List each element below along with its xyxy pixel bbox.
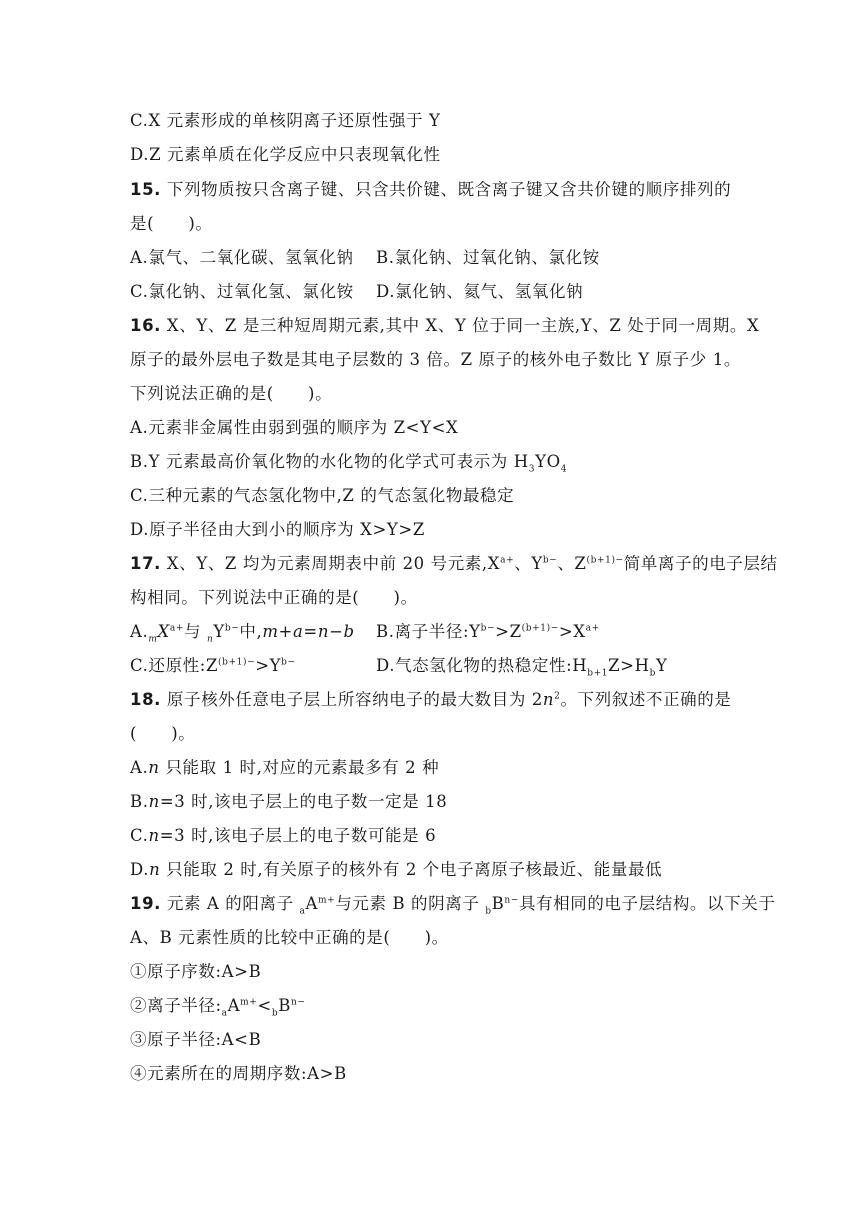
option-text: Y bbox=[655, 656, 668, 675]
option-text: 只能取 2 时,有关原子的核外有 2 个电子离原子核最近、能量最低 bbox=[160, 860, 663, 879]
question-19-stem bbox=[130, 894, 776, 917]
question-19-item-3: ③原子半径:A<B bbox=[130, 1030, 262, 1049]
question-text: X、Y、Z 是三种短周期元素,其中 X、Y 位于同一主族,Y、Z 处于同一周期。X bbox=[161, 316, 760, 335]
question-15-option-d: D.氯化钠、氦气、氢氧化钠 bbox=[376, 282, 584, 301]
question-text: X、Y、Z 均为元素周期表中前 20 号元素,X bbox=[161, 554, 501, 573]
question-15-option-a: A.氯气、二氧化碳、氢氧化钠 bbox=[130, 248, 354, 267]
question-16-stem bbox=[130, 316, 759, 336]
superscript: (b+1)− bbox=[521, 623, 559, 634]
question-number: 16. bbox=[130, 316, 162, 335]
option-text: D.气态氢化物的热稳定性:H bbox=[376, 656, 588, 675]
question-16-stem-cont2: 下列说法正确的是( )。 bbox=[130, 384, 333, 403]
question-number: 15. bbox=[130, 180, 162, 199]
option-text: =3 时,该电子层上的电子数可能是 6 bbox=[159, 826, 437, 845]
item-text: B bbox=[278, 996, 291, 1015]
question-number: 17. bbox=[130, 554, 162, 573]
question-text: 。下列叙述不正确的是 bbox=[560, 690, 732, 709]
variable: n bbox=[148, 758, 160, 777]
item-text: A bbox=[227, 996, 241, 1015]
question-16-option-b bbox=[130, 452, 568, 475]
question-text: 、Y bbox=[514, 554, 543, 573]
option-text: 只能取 1 时,对应的元素最多有 2 种 bbox=[159, 758, 440, 777]
question-17-stem bbox=[130, 554, 778, 574]
question-17-stem-cont: 构相同。下列说法中正确的是( )。 bbox=[130, 588, 418, 607]
question-text: 、Z bbox=[557, 554, 587, 573]
subscript: b bbox=[649, 668, 656, 679]
option-d-line: D.Z 元素单质在化学反应中只表现氧化性 bbox=[130, 145, 441, 164]
option-text: A. bbox=[130, 758, 149, 777]
subscript: b+1 bbox=[587, 668, 609, 679]
option-text: Y bbox=[213, 622, 225, 641]
subscript: n bbox=[206, 634, 214, 645]
question-text: 原子核外任意电子层上所容纳电子的最大数目为 2 bbox=[161, 690, 543, 709]
question-17-option-c bbox=[130, 656, 296, 676]
question-16-option-c: C.三种元素的气态氢化物中,Z 的气态氢化物最稳定 bbox=[130, 486, 515, 505]
option-text: C. bbox=[130, 826, 149, 845]
question-15-stem-cont: 是( )。 bbox=[130, 214, 213, 233]
variable: n bbox=[542, 690, 555, 709]
question-17-option-b bbox=[376, 622, 600, 642]
subscript: 4 bbox=[560, 464, 568, 475]
question-text: 具有相同的电子层结构。以下关于 bbox=[518, 894, 776, 913]
option-text: X bbox=[157, 622, 170, 641]
question-18-option-b bbox=[130, 792, 447, 812]
option-text: B.离子半径:Y bbox=[376, 622, 481, 641]
superscript: (b+1)− bbox=[218, 657, 256, 668]
variable: n bbox=[148, 826, 160, 845]
option-text: >Z bbox=[495, 622, 522, 641]
option-text: =3 时,该电子层上的电子数一定是 18 bbox=[159, 792, 448, 811]
superscript: a+ bbox=[500, 555, 515, 566]
option-text: >Y bbox=[255, 656, 282, 675]
superscript: b− bbox=[542, 555, 558, 566]
question-18-stem bbox=[130, 690, 731, 710]
option-text: Z>H bbox=[608, 656, 650, 675]
question-15-option-b: B.氯化钠、过氧化钠、氯化铵 bbox=[376, 248, 600, 267]
question-19-item-4: ④元素所在的周期序数:A>B bbox=[130, 1064, 347, 1083]
option-text: 中, bbox=[239, 622, 263, 641]
option-c-line: C.X 元素形成的单核阴离子还原性强于 Y bbox=[130, 111, 441, 130]
subscript: b bbox=[271, 1008, 279, 1019]
question-text: 元素 A 的阳离子 bbox=[161, 894, 300, 913]
option-text: YO bbox=[535, 452, 561, 471]
question-text: 下列物质按只含离子键、只含共价键、既含离子键又含共价键的顺序排列的 bbox=[161, 180, 732, 199]
superscript: b− bbox=[281, 657, 296, 668]
question-18-option-c bbox=[130, 826, 436, 846]
variable: n bbox=[148, 792, 160, 811]
item-text: ②离子半径: bbox=[130, 996, 222, 1015]
question-17-option-d bbox=[376, 656, 668, 679]
subscript: a bbox=[299, 906, 306, 917]
superscript: b− bbox=[480, 623, 496, 634]
option-text: >X bbox=[558, 622, 586, 641]
superscript: m+ bbox=[318, 895, 336, 906]
equation: m+a=n−b bbox=[262, 622, 355, 641]
subscript: a bbox=[221, 1008, 228, 1019]
question-15-option-c: C.氯化钠、过氧化氢、氯化铵 bbox=[130, 282, 354, 301]
superscript: (b+1)− bbox=[586, 555, 624, 566]
subscript: b bbox=[485, 906, 492, 917]
superscript: a+ bbox=[585, 623, 600, 634]
subscript: m bbox=[148, 634, 158, 645]
question-17-option-a bbox=[130, 622, 355, 645]
option-text: B. bbox=[130, 792, 149, 811]
question-18-option-a bbox=[130, 758, 439, 778]
question-16-option-a: A.元素非金属性由弱到强的顺序为 Z<Y<X bbox=[130, 418, 459, 437]
superscript: 2 bbox=[554, 691, 561, 702]
question-number: 18. bbox=[130, 690, 162, 709]
question-19-item-1: ①原子序数:A>B bbox=[130, 962, 262, 981]
superscript: n− bbox=[504, 895, 519, 906]
question-text: 简单离子的电子层结 bbox=[623, 554, 778, 573]
question-18-stem-cont: ( )。 bbox=[130, 724, 196, 743]
superscript: a+ bbox=[169, 623, 184, 634]
option-text: D. bbox=[130, 860, 150, 879]
superscript: m+ bbox=[240, 997, 258, 1008]
option-text: C.还原性:Z bbox=[130, 656, 219, 675]
question-16-stem-cont: 原子的最外层电子数是其电子层数的 3 倍。Z 原子的核外电子数比 Y 原子少 1。 bbox=[130, 350, 741, 369]
question-15-stem bbox=[130, 180, 731, 200]
question-18-option-d bbox=[130, 860, 662, 880]
question-text: 与元素 B 的阴离子 bbox=[335, 894, 486, 913]
variable: n bbox=[149, 860, 161, 879]
question-19-item-2 bbox=[130, 996, 306, 1019]
option-text: A. bbox=[130, 622, 149, 641]
superscript: n− bbox=[291, 997, 306, 1008]
question-number: 19. bbox=[130, 894, 162, 913]
question-16-option-d: D.原子半径由大到小的顺序为 X>Y>Z bbox=[130, 520, 425, 539]
subscript: 3 bbox=[528, 464, 536, 475]
option-text: B.Y 元素最高价氧化物的水化物的化学式可表示为 H bbox=[130, 452, 529, 471]
item-text: < bbox=[257, 996, 272, 1015]
superscript: b− bbox=[224, 623, 240, 634]
question-text: A bbox=[305, 894, 319, 913]
option-text: 与 bbox=[183, 622, 207, 641]
question-19-stem-cont: A、B 元素性质的比较中正确的是( )。 bbox=[130, 928, 449, 947]
question-text: B bbox=[491, 894, 505, 913]
